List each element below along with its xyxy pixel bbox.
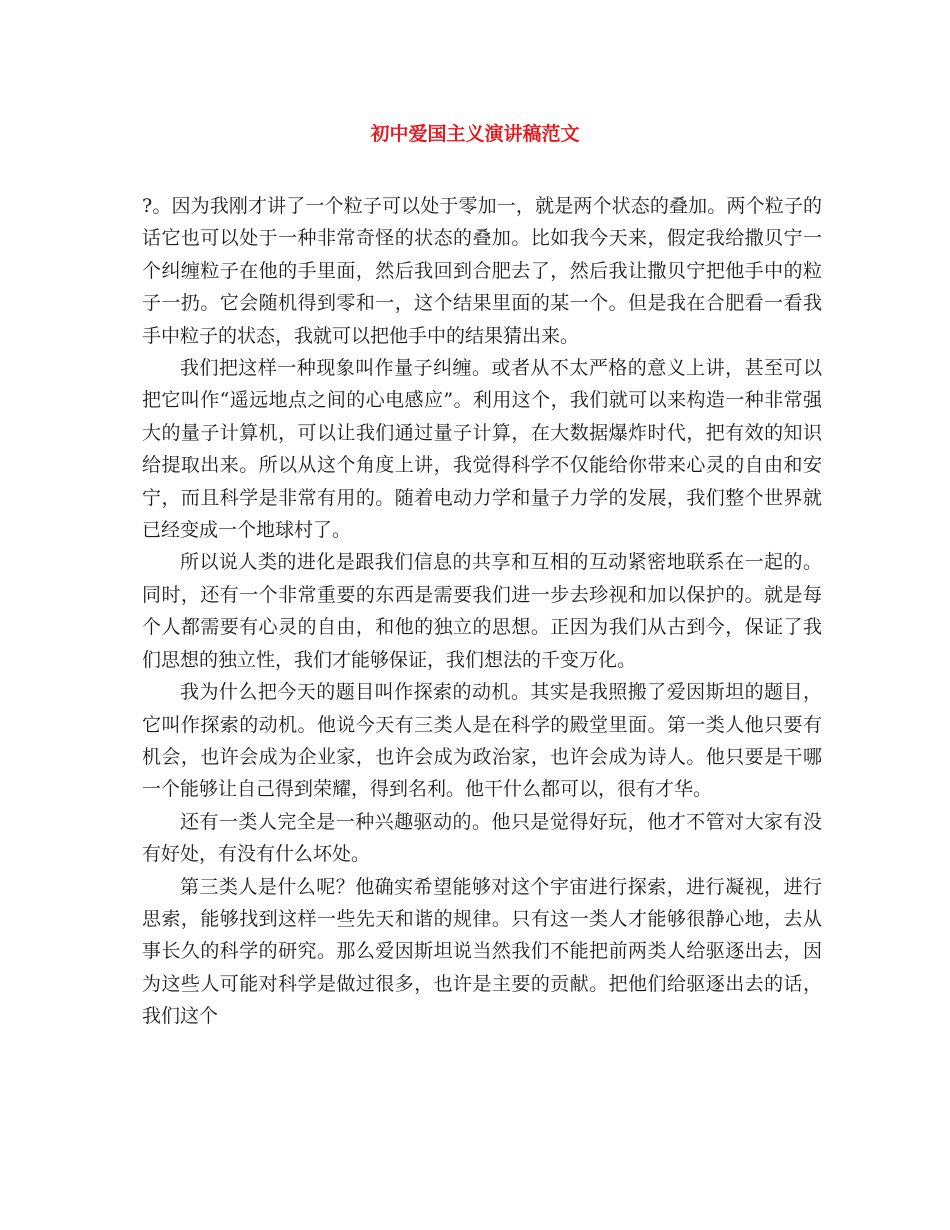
- document-title: 初中爱国主义演讲稿范文: [370, 123, 580, 145]
- document-body: [142, 190, 822, 1033]
- paragraph: 我们把这样一种现象叫作量子纠缠。或者从不太严格的意义上讲，甚至可以把它叫作“遥远地点之间的心电感应”。利用这个，我们就可以来构造一种非常强大的量子计算机，可以让我们通过量子计算，在大数据爆炸时代，把有效的知识给提取出来。所以从这个角度上讲，我觉得科学不仅能给你带来心灵的自由和安宁，而且科学是非常有用的。随着电动力学和量子力学的发展，我们整个世界就已经变成一个地球村了。: [142, 357, 822, 542]
- paragraph: 第三类人是什么呢？他确实希望能够对这个宇宙进行探索，进行凝视，进行思索，能够找到这样一些先天和谐的规律。只有这一类人才能够很静心地，去从事长久的科学的研究。那么爱因斯坦说当然我们不能把前两类人给驱逐出去，因为这些人可能对科学是做过很多，也许是主要的贡献。把他们给驱逐出去的话，我们这个: [142, 875, 822, 1028]
- paragraph: 所以说人类的进化是跟我们信息的共享和互相的互动紧密地联系在一起的。同时，还有一个非常重要的东西是需要我们进一步去珍视和加以保护的。就是每个人都需要有心灵的自由，和他的独立的思想。正因为我们从古到今，保证了我们思想的独立性，我们才能够保证，我们想法的千变万化。: [142, 551, 822, 671]
- paragraph: ?。因为我刚才讲了一个粒子可以处于零加一，就是两个状态的叠加。两个粒子的话它也可以处于一种非常奇怪的状态的叠加。比如我今天来，假定我给撒贝宁一个纠缠粒子在他的手里面，然后我回到合肥去了，然后我让撒贝宁把他手中的粒子一扔。它会随机得到零和一，这个结果里面的某一个。但是我在合肥看一看我手中粒子的状态，我就可以把他手中的结果猜出来。: [142, 195, 822, 347]
- paragraph: 我为什么把今天的题目叫作探索的动机。其实是我照搬了爱因斯坦的题目，它叫作探索的动机。他说今天有三类人是在科学的殿堂里面。第一类人他只要有机会，也许会成为企业家，也许会成为政治家，也许会成为诗人。他只要是干哪一个能够让自己得到荣耀，得到名利。他干什么都可以，很有才华。: [142, 681, 822, 801]
- paragraph: 还有一类人完全是一种兴趣驱动的。他只是觉得好玩，他才不管对大家有没有好处，有没有什么坏处。: [142, 810, 822, 866]
